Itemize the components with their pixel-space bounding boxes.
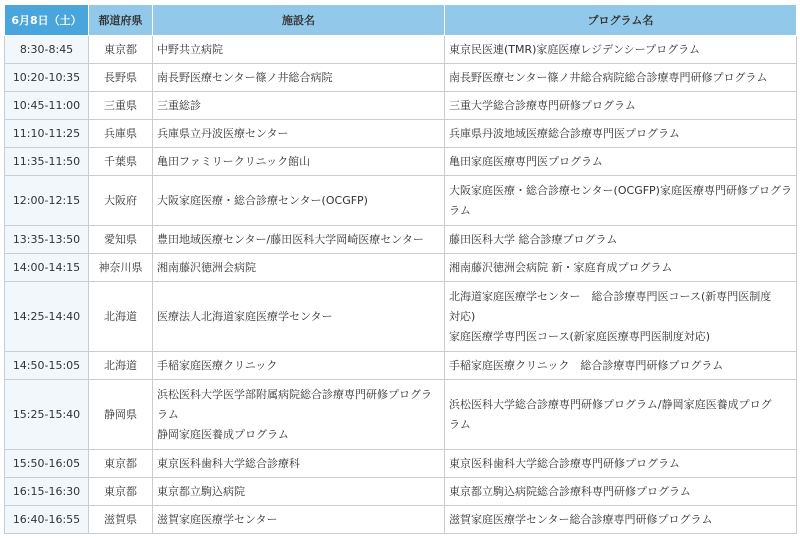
time-cell: 14:50-15:05 xyxy=(5,352,89,380)
program-cell xyxy=(445,148,797,176)
table-header-row xyxy=(5,5,797,36)
prefecture-cell: 長野県 xyxy=(89,64,153,92)
prefecture-cell: 北海道 xyxy=(89,352,153,380)
facility-line: 大阪家庭医療・総合診療センター(OCGFP) xyxy=(157,193,368,207)
facility-cell xyxy=(153,352,445,380)
program-cell xyxy=(445,380,797,450)
program-line: ラム xyxy=(449,417,471,431)
program-cell xyxy=(445,478,797,506)
table-row xyxy=(5,380,797,450)
program-line: 東京都立駒込病院総合診療科専門研修プログラム xyxy=(449,484,691,498)
schedule-body xyxy=(5,36,797,534)
table-row xyxy=(5,282,797,352)
table-row xyxy=(5,506,797,534)
facility-cell xyxy=(153,282,445,352)
facility-line: 亀田ファミリークリニック館山 xyxy=(157,154,311,168)
program-line: 滋賀家庭医療学センター総合診療専門研修プログラム xyxy=(449,512,713,526)
prefecture-cell: 神奈川県 xyxy=(89,254,153,282)
prefecture-cell: 愛知県 xyxy=(89,226,153,254)
time-cell: 14:25-14:40 xyxy=(5,282,89,352)
facility-cell xyxy=(153,36,445,64)
prefecture-cell: 北海道 xyxy=(89,282,153,352)
table-row xyxy=(5,176,797,226)
facility-cell xyxy=(153,254,445,282)
time-cell: 8:30-8:45 xyxy=(5,36,89,64)
time-cell: 14:00-14:15 xyxy=(5,254,89,282)
time-cell: 10:20-10:35 xyxy=(5,64,89,92)
table-row xyxy=(5,352,797,380)
facility-line: ラム xyxy=(157,407,179,421)
program-line: 三重大学総合診療専門研修プログラム xyxy=(449,98,636,112)
table-row xyxy=(5,478,797,506)
program-cell xyxy=(445,176,797,226)
facility-line: 東京都立駒込病院 xyxy=(157,484,245,498)
facility-line: 湘南藤沢徳洲会病院 xyxy=(157,260,256,274)
table-row xyxy=(5,226,797,254)
program-cell xyxy=(445,92,797,120)
prefecture-cell: 東京都 xyxy=(89,450,153,478)
table-row xyxy=(5,450,797,478)
program-cell xyxy=(445,64,797,92)
facility-line: 手稲家庭医療クリニック xyxy=(157,358,278,372)
facility-cell xyxy=(153,506,445,534)
program-line: 東京民医連(TMR)家庭医療レジデンシープログラム xyxy=(449,42,701,56)
facility-line: 南長野医療センター篠ノ井総合病院 xyxy=(157,70,333,84)
facility-cell xyxy=(153,176,445,226)
prefecture-header: 都道府県 xyxy=(89,5,153,36)
time-cell: 15:50-16:05 xyxy=(5,450,89,478)
table-row xyxy=(5,254,797,282)
program-cell xyxy=(445,254,797,282)
facility-line: 豊田地域医療センター/藤田医科大学岡崎医療センター xyxy=(157,232,424,246)
facility-line: 三重総診 xyxy=(157,98,201,112)
program-cell xyxy=(445,450,797,478)
program-cell xyxy=(445,506,797,534)
program-cell xyxy=(445,120,797,148)
table-row xyxy=(5,36,797,64)
facility-cell xyxy=(153,380,445,450)
program-line: 大阪家庭医療・総合診療センター(OCGFP)家庭医療専門研修プログラ xyxy=(449,183,792,197)
program-line: 藤田医科大学 総合診療プログラム xyxy=(449,232,618,246)
program-header: プログラム名 xyxy=(445,5,797,36)
facility-cell xyxy=(153,92,445,120)
time-cell: 12:00-12:15 xyxy=(5,176,89,226)
time-cell: 10:45-11:00 xyxy=(5,92,89,120)
prefecture-cell: 兵庫県 xyxy=(89,120,153,148)
table-row xyxy=(5,120,797,148)
program-line: 湘南藤沢徳洲会病院 新・家庭育成プログラム xyxy=(449,260,673,274)
prefecture-cell: 大阪府 xyxy=(89,176,153,226)
facility-line: 滋賀家庭医療学センター xyxy=(157,512,278,526)
time-cell: 15:25-15:40 xyxy=(5,380,89,450)
program-line: 亀田家庭医療専門医プログラム xyxy=(449,154,603,168)
prefecture-cell: 千葉県 xyxy=(89,148,153,176)
prefecture-cell: 東京都 xyxy=(89,478,153,506)
facility-line: 兵庫県立丹波医療センター xyxy=(157,126,289,140)
program-line: 浜松医科大学総合診療専門研修プログラム/静岡家庭医養成プログ xyxy=(449,397,772,411)
prefecture-cell: 三重県 xyxy=(89,92,153,120)
program-line: 手稲家庭医療クリニック 総合診療専門研修プログラム xyxy=(449,358,724,372)
program-cell xyxy=(445,352,797,380)
time-cell: 11:35-11:50 xyxy=(5,148,89,176)
program-line: 南長野医療センター篠ノ井総合病院総合診療専門研修プログラム xyxy=(449,70,768,84)
program-line: 対応) xyxy=(449,309,476,323)
program-line: ラム xyxy=(449,203,471,217)
prefecture-cell: 滋賀県 xyxy=(89,506,153,534)
program-line: 家庭医療学専門医コース(新家庭医療専門医制度対応) xyxy=(449,329,711,343)
time-cell: 16:40-16:55 xyxy=(5,506,89,534)
date-header: 6月8日（土） xyxy=(5,5,89,36)
time-cell: 11:10-11:25 xyxy=(5,120,89,148)
facility-line: 中野共立病院 xyxy=(157,42,223,56)
time-cell: 13:35-13:50 xyxy=(5,226,89,254)
time-cell: 16:15-16:30 xyxy=(5,478,89,506)
prefecture-cell: 東京都 xyxy=(89,36,153,64)
facility-line: 東京医科歯科大学総合診療科 xyxy=(157,456,300,470)
facility-line: 浜松医科大学医学部附属病院総合診療専門研修プログラ xyxy=(157,387,432,401)
facility-cell xyxy=(153,450,445,478)
schedule-table xyxy=(4,4,797,534)
facility-cell xyxy=(153,120,445,148)
facility-line: 静岡家庭医養成プログラム xyxy=(157,427,289,441)
facility-cell xyxy=(153,478,445,506)
program-line: 東京医科歯科大学総合診療専門研修プログラム xyxy=(449,456,680,470)
program-cell xyxy=(445,226,797,254)
table-row xyxy=(5,64,797,92)
prefecture-cell: 静岡県 xyxy=(89,380,153,450)
table-row xyxy=(5,148,797,176)
facility-cell xyxy=(153,148,445,176)
table-row xyxy=(5,92,797,120)
facility-cell xyxy=(153,64,445,92)
program-line: 兵庫県丹波地域医療総合診療専門医プログラム xyxy=(449,126,680,140)
facility-line: 医療法人北海道家庭医療学センター xyxy=(157,309,333,323)
facility-cell xyxy=(153,226,445,254)
program-line: 北海道家庭医療学センター 総合診療専門医コース(新専門医制度 xyxy=(449,289,772,303)
program-cell xyxy=(445,36,797,64)
program-cell xyxy=(445,282,797,352)
facility-header: 施設名 xyxy=(153,5,445,36)
